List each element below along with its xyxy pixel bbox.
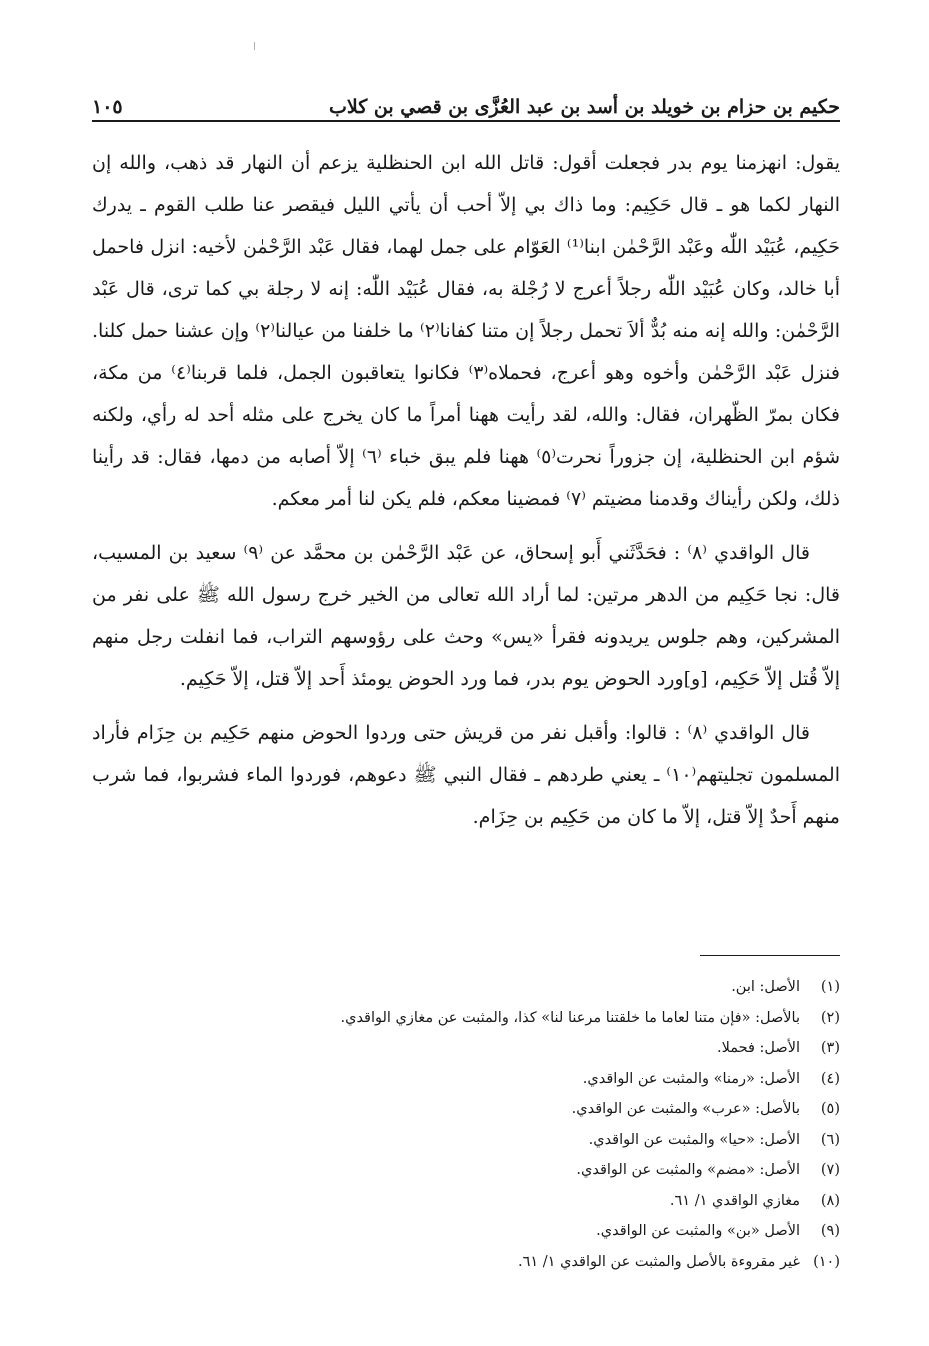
footnote-text: غير مقروءة بالأصل والمثبت عن الواقدي ١/ ٦١. <box>517 1253 800 1270</box>
footnote-text: الأصل: فحملا. <box>716 1040 800 1056</box>
footnote-number: (٣) <box>820 1040 840 1056</box>
paragraph: قال الواقدي ⁽٨⁾ : قالوا: وأقبل نفر من قريش حتى وردوا الحوض منهم حَكِيم بن حِزَام فأراد المسلمون تجليتهم⁽١٠⁾ ـ يعني طردهم ـ فقال النبي ﷺ دعوهم، فوردوا الماء فشربوا، فما شرب منهم أَحدٌ إلاّ قتل، إلاّ ما كان من حَكِيم بن حِزَام. <box>92 722 841 828</box>
footnote-number: (٧) <box>820 1162 840 1178</box>
footnote-text: الأصل: «رمنا» والمثبت عن الواقدي. <box>582 1070 800 1087</box>
footnote <box>92 1094 840 1125</box>
footnote <box>92 1033 840 1064</box>
footnote-text: الأصل: ابن. <box>731 979 800 995</box>
footnote <box>92 972 840 1003</box>
footnote <box>92 1186 840 1217</box>
footnote-text: الأصل «بن» والمثبت عن الواقدي. <box>596 1223 800 1239</box>
footnote-number: (٩) <box>820 1223 840 1239</box>
footnote-text: الأصل: «مضم» والمثبت عن الواقدي. <box>576 1162 800 1178</box>
footnote <box>92 1064 840 1095</box>
paragraph: يقول: انهزمنا يوم بدر فجعلت أقول: قاتل الله ابن الحنظلية يزعم أن النهار قد ذهب، والله إن النهار لكما هو ـ قال حَكِيم: وما ذاك بي إلاّ أحب أن يأتي الليل فيقصر عنا طلب القوم ـ يدرك حَكِيم، عُبَيْد اللّٰه وعَبْد الرَّحْمٰن ابنا⁽¹⁾ العَوّام على جمل لهما، فقال عَبْد الرَّحْمٰن لأخيه: انزل فاحمل أبا خالد، وكان عُبَيْد اللّٰه رجلاً أعرج لا رُجْلة به، فقال عُبَيْد اللّٰه: إنه لا رجلة بي كما ترى، قال عَبْد الرَّحْمٰن: والله إنه منه بُدٌّ ألاَ تحمل رجلاً إن متنا كفانا⁽٢⁾ ما خلفنا من عيالنا⁽٢⁾ وإن عشنا حمل كلنا. فنزل عَبْد الرَّحْمٰن وأخوه وهو أعرج، فحملاه⁽٣⁾ فكانوا يتعاقبون الجمل، فلما قربنا⁽٤⁾ من مكة، فكان بمرّ الظّهران، فقال: والله، لقد رأيت ههنا أمراً ما كان يخرج على مثله أحد له رأي، ولكنه شؤم ابن الحنظلية، إن جزوراً نحرت⁽٥⁾ ههنا فلم يبق خباء ⁽٦⁾ إلاّ أصابه من دمها، فقال: قد رأينا ذلك، ولكن رأيناك وقدمنا مضيتم ⁽٧⁾ فمضينا معكم، فلم يكن لنا أمر معكم. <box>92 152 841 510</box>
footnote-number: (٤) <box>820 1070 840 1087</box>
footnote-text: الأصل: «حيا» والمثبت عن الواقدي. <box>588 1131 800 1148</box>
footnote-number: (١) <box>820 979 840 995</box>
footnote-text: بالأصل: «عرب» والمثبت عن الواقدي. <box>571 1101 800 1117</box>
paragraph: قال الواقدي ⁽٨⁾ : فحَدَّثَني أَبو إسحاق، عن عَبْد الرَّحْمٰن بن محمَّد عن ⁽٩⁾ سعيد بن المسيب، قال: نجا حَكِيم من الدهر مرتين: لما أراد الله تعالى من الخير خرج رسول الله ﷺ على نفر من المشركين، وهم جلوس يريدونه فقرأ «يس» وحث على رؤوسهم التراب، فما انفلت رجل منهم إلاّ قُتل إلاّ حَكِيم، [و]ورد الحوض يوم بدر، فما ورد الحوض يومئذ أَحد إلاّ قتل، إلاّ حَكِيم. <box>92 542 840 690</box>
footnote-rule <box>700 955 840 956</box>
scan-mark <box>254 42 255 50</box>
footnote <box>92 1125 840 1156</box>
footnote <box>92 1003 840 1034</box>
footnote-number: (١٠) <box>813 1253 840 1270</box>
footnote-number: (٥) <box>820 1101 840 1117</box>
footnotes <box>92 972 840 1277</box>
footnote <box>92 1247 840 1278</box>
page-number: ١٠٥ <box>92 96 123 118</box>
header-rule <box>92 120 840 122</box>
footnote <box>92 1155 840 1186</box>
footnote-number: (٦) <box>820 1131 840 1148</box>
footnote-text: بالأصل: «فإن متنا لعاما ما خلقتنا مرعنا لنا» كذا، والمثبت عن مغازي الواقدي. <box>340 1009 800 1026</box>
footnote <box>92 1216 840 1247</box>
footnote-text: مغازي الواقدي ١/ ٦١. <box>669 1192 800 1209</box>
page-header <box>92 82 840 118</box>
footnote-number: (٨) <box>820 1192 840 1209</box>
footnote-number: (٢) <box>820 1009 840 1026</box>
running-title: حكيم بن حزام بن خويلد بن أسد بن عبد العُزَّى بن قصي بن كلاب <box>329 96 840 118</box>
main-text <box>92 142 840 850</box>
